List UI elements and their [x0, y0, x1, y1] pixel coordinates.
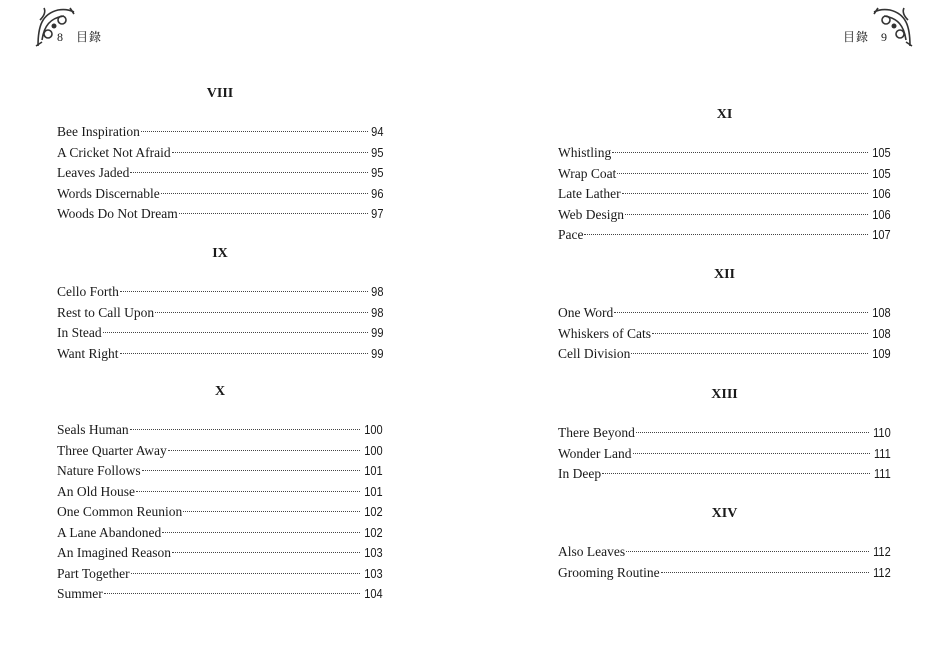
entry-page: 111	[874, 445, 891, 461]
entry-page: 97	[370, 206, 383, 221]
leader-dots	[142, 470, 361, 471]
entry-title: Summer	[57, 586, 103, 601]
toc-entry[interactable]	[57, 482, 383, 503]
entry-title: In Deep	[558, 466, 602, 481]
entry-page: 102	[364, 504, 383, 519]
entry-title: Pace	[558, 227, 584, 242]
right-page	[473, 0, 946, 653]
toc-entry[interactable]	[558, 143, 891, 164]
toc-section	[558, 265, 891, 365]
toc-entry[interactable]	[57, 303, 383, 324]
entry-title: Words Discernable	[57, 185, 160, 201]
page-number: 9	[881, 30, 888, 44]
toc-entry[interactable]	[57, 122, 383, 143]
entry-title: Rest to Call Upon	[57, 304, 155, 320]
leader-dots	[172, 552, 360, 553]
entry-page: 95	[370, 144, 383, 160]
section-title: XIII	[711, 387, 738, 402]
toc-section	[57, 382, 383, 605]
entry-title: Nature Follows	[57, 463, 141, 478]
entry-title: Leaves Jaded	[57, 165, 130, 180]
entry-page: 100	[364, 442, 383, 458]
entry-title: Web Design	[558, 206, 625, 222]
toc-entry[interactable]	[558, 184, 891, 205]
toc-entry[interactable]	[57, 204, 383, 225]
entry-title: Bee Inspiration	[57, 124, 140, 139]
entry-title: Three Quarter Away	[57, 442, 167, 458]
entry-title: Cell Division	[558, 346, 631, 361]
leader-dots	[602, 473, 870, 474]
toc-entry[interactable]	[57, 323, 383, 344]
running-head: 目錄	[842, 30, 869, 44]
leader-dots	[612, 152, 868, 153]
entry-title: A Lane Abandoned	[57, 524, 162, 540]
toc-section	[57, 244, 383, 364]
entry-page: 105	[872, 145, 891, 160]
entry-page: 100	[364, 422, 383, 437]
leader-dots	[614, 312, 868, 313]
entry-title: One Common Reunion	[57, 504, 183, 519]
leader-dots	[131, 573, 361, 574]
entry-title: A Cricket Not Afraid	[57, 144, 171, 160]
toc-entry[interactable]	[57, 584, 383, 605]
leader-dots	[120, 353, 368, 354]
toc-section	[558, 504, 891, 583]
entry-title: Whistling	[558, 145, 612, 160]
entry-page: 106	[872, 206, 891, 222]
entry-title: Cello Forth	[57, 284, 119, 299]
toc-entry[interactable]	[558, 225, 891, 246]
entry-page: 110	[873, 425, 891, 440]
leader-dots	[103, 332, 368, 333]
toc-entry[interactable]	[57, 282, 383, 303]
leader-dots	[155, 312, 367, 313]
entry-title: Want Right	[57, 345, 119, 361]
leader-dots	[179, 213, 368, 214]
leader-dots	[661, 572, 870, 573]
section-title: X	[214, 384, 226, 399]
entry-page: 105	[872, 165, 891, 181]
running-head: 目錄	[76, 30, 103, 44]
toc-entry[interactable]	[558, 344, 891, 365]
section-title: XI	[716, 107, 733, 122]
entry-page: 102	[364, 524, 383, 540]
leader-dots	[172, 152, 368, 153]
entry-page: 101	[364, 483, 383, 499]
toc-entry[interactable]	[558, 444, 891, 465]
leader-dots	[130, 429, 361, 430]
entry-page: 107	[872, 227, 891, 242]
entry-page: 106	[872, 186, 891, 201]
leader-dots	[626, 551, 869, 552]
entry-title: One Word	[558, 305, 614, 320]
toc-entry[interactable]	[57, 184, 383, 205]
toc-entry[interactable]	[558, 205, 891, 226]
leader-dots	[652, 333, 868, 334]
toc-entry[interactable]	[57, 344, 383, 365]
entry-page: 109	[872, 346, 891, 361]
entry-title: An Old House	[57, 483, 135, 499]
toc-entry[interactable]	[57, 143, 383, 164]
toc-entry[interactable]	[57, 441, 383, 462]
leader-dots	[161, 193, 368, 194]
section-title: IX	[212, 246, 228, 261]
leader-dots	[183, 511, 360, 512]
leader-dots	[136, 491, 360, 492]
toc-entry[interactable]	[57, 420, 383, 441]
entry-page: 103	[364, 565, 383, 581]
entry-title: There Beyond	[558, 425, 635, 440]
toc-section	[558, 105, 891, 246]
toc-entry[interactable]	[558, 164, 891, 185]
toc-entry[interactable]	[558, 324, 891, 345]
entry-page: 101	[364, 463, 383, 478]
toc-entry[interactable]	[57, 163, 383, 184]
entry-page: 104	[364, 586, 383, 601]
entry-title: Grooming Routine	[558, 564, 660, 580]
running-header	[57, 28, 102, 45]
entry-title: An Imagined Reason	[57, 545, 171, 560]
toc-entry[interactable]	[57, 502, 383, 523]
leader-dots	[636, 432, 869, 433]
entry-page: 111	[874, 466, 891, 481]
leader-dots	[625, 214, 868, 215]
entry-page: 99	[370, 325, 383, 340]
toc-entry[interactable]	[558, 563, 891, 584]
toc-section	[558, 385, 891, 485]
entry-title: Wonder Land	[558, 445, 632, 461]
leader-dots	[168, 450, 361, 451]
section-title: VIII	[206, 86, 234, 101]
leader-dots	[141, 131, 368, 132]
entry-page: 98	[370, 284, 383, 299]
entry-title: Late Lather	[558, 186, 621, 201]
leader-dots	[633, 453, 871, 454]
entry-title: Also Leaves	[558, 544, 626, 559]
entry-page: 94	[370, 124, 383, 139]
entry-page: 96	[370, 185, 383, 201]
entry-title: Whiskers of Cats	[558, 325, 651, 341]
running-header	[843, 28, 888, 45]
toc-entry[interactable]	[558, 303, 891, 324]
entry-title: Seals Human	[57, 422, 129, 437]
leader-dots	[584, 234, 868, 235]
section-title: XII	[713, 267, 735, 282]
toc-entry[interactable]	[558, 423, 891, 444]
entry-page: 98	[370, 304, 383, 320]
entry-page: 95	[370, 165, 383, 180]
leader-dots	[622, 193, 869, 194]
leader-dots	[162, 532, 360, 533]
entry-page: 99	[370, 345, 383, 361]
leader-dots	[617, 173, 868, 174]
toc-section	[57, 84, 383, 225]
entry-page: 108	[872, 325, 891, 341]
entry-page: 112	[873, 544, 891, 559]
leader-dots	[120, 291, 368, 292]
toc-entry[interactable]	[558, 542, 891, 563]
page-number: 8	[57, 30, 64, 44]
entry-page: 112	[873, 564, 891, 580]
entry-title: Wrap Coat	[558, 165, 617, 181]
entry-page: 103	[364, 545, 383, 560]
leader-dots	[130, 172, 367, 173]
section-title: XIV	[711, 506, 738, 521]
entry-title: Woods Do Not Dream	[57, 206, 178, 221]
entry-page: 108	[872, 305, 891, 320]
leader-dots	[104, 593, 361, 594]
entry-title: In Stead	[57, 325, 102, 340]
toc-entry[interactable]	[57, 543, 383, 564]
toc-entry[interactable]	[57, 564, 383, 585]
toc-entry[interactable]	[57, 461, 383, 482]
toc-entry[interactable]	[57, 523, 383, 544]
toc-entry[interactable]	[558, 464, 891, 485]
entry-title: Part Together	[57, 565, 130, 581]
leader-dots	[631, 353, 868, 354]
